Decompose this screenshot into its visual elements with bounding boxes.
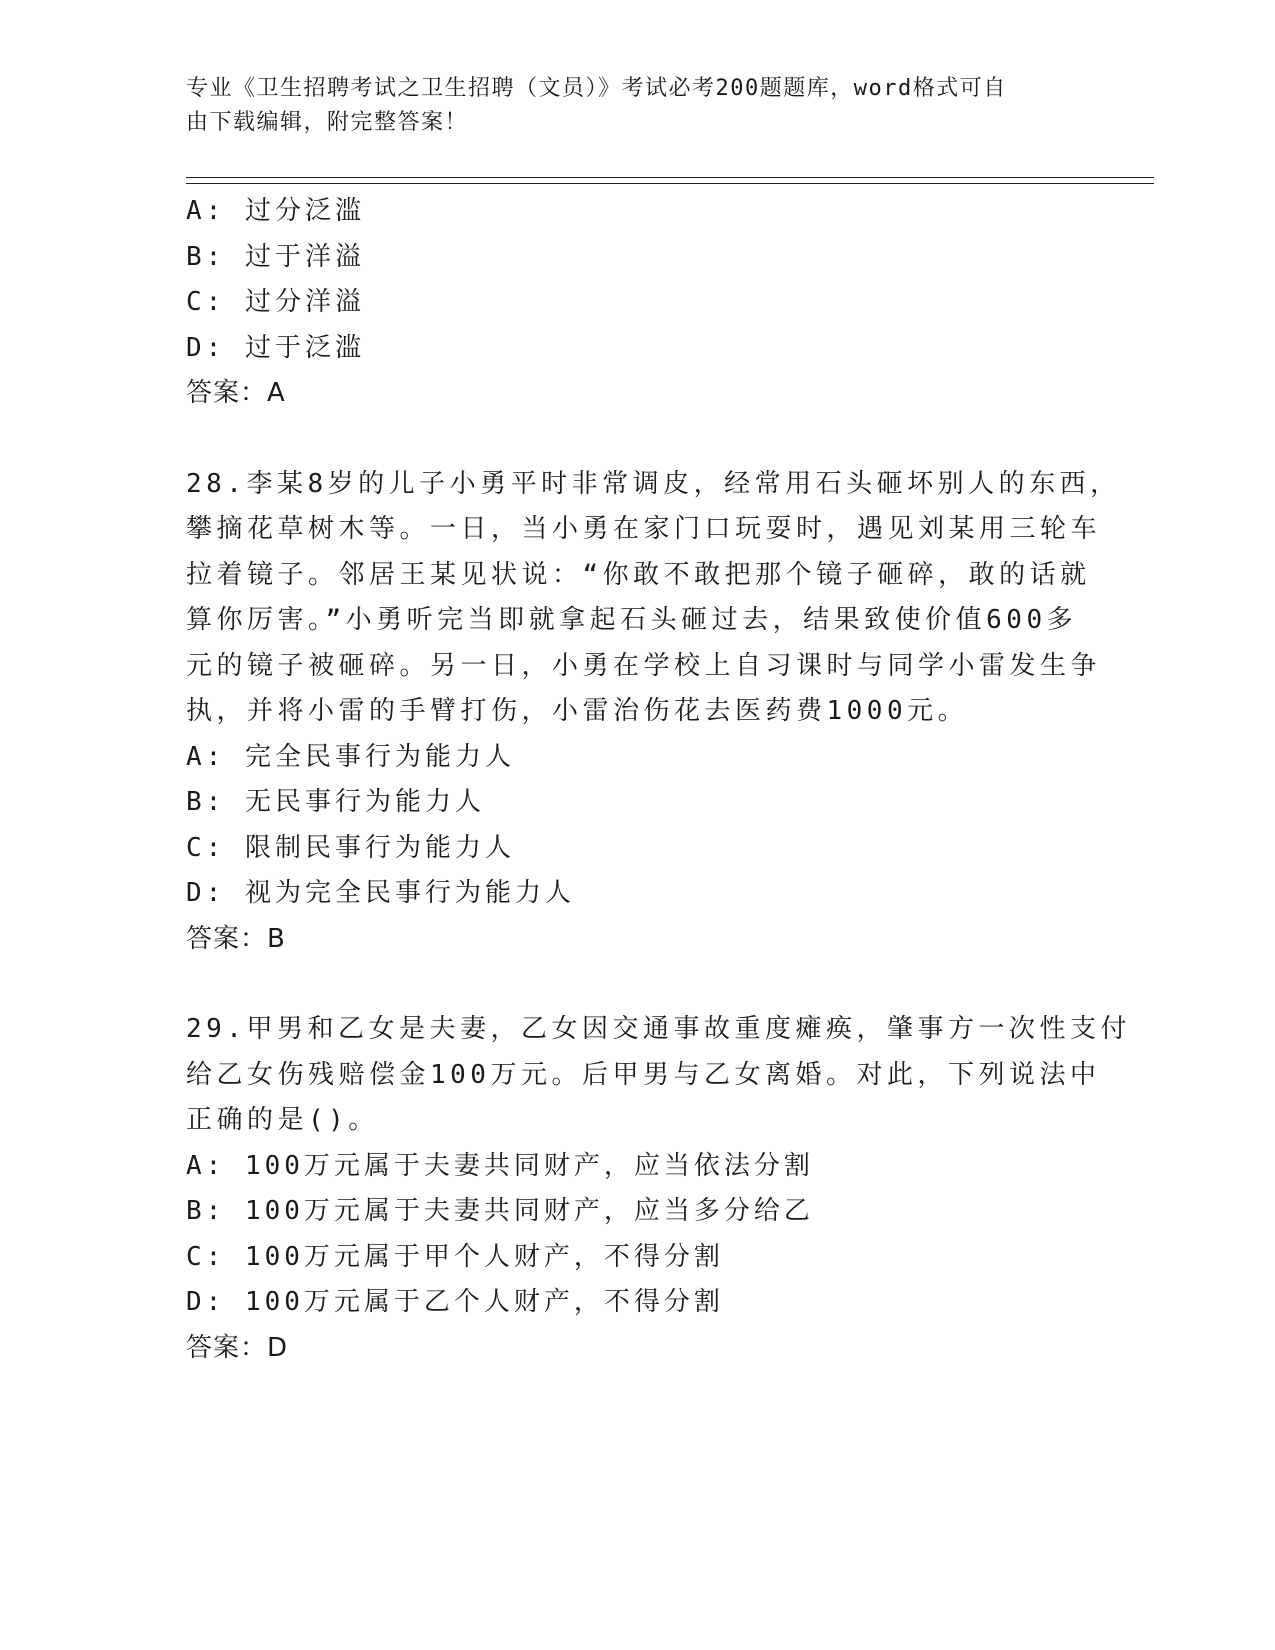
document-header [186,72,1066,140]
stem-line: 攀摘花草树木等。一日，当小勇在家门口玩耍时，遇见刘某用三轮车 [186,514,1102,544]
question-29 [186,1007,1131,1371]
option-b: B: 无民事行为能力人 [186,787,485,817]
stem-line: 28.李某8岁的儿子小勇平时非常调皮，经常用石头砸坏别人的东西， [186,468,1121,499]
header-divider-top [186,177,1154,178]
option-b: B: 100万元属于夫妻共同财产，应当多分给乙 [186,1196,814,1226]
answer: 答案：A [186,378,286,408]
option-d: D: 视为完全民事行为能力人 [186,878,575,908]
stem-line: 算你厉害。”小勇听完当即就拿起石头砸过去，结果致使价值600多 [186,605,1078,635]
question-27 [186,189,1086,417]
option-d: D: 过于泛滥 [186,332,365,363]
option-a: A: 过分泛滥 [186,196,365,226]
header-line-1: 专业《卫生招聘考试之卫生招聘（文员）》考试必考200题题库，word格式可自 [186,76,1007,101]
option-c: C: 100万元属于甲个人财产，不得分割 [186,1241,724,1272]
option-a: A: 完全民事行为能力人 [186,741,515,772]
stem-line: 执，并将小雷的手臂打伤，小雷治伤花去医药费1000元。 [186,696,969,726]
question-stem [186,1007,1131,1144]
answer: 答案：B [186,923,286,954]
answer: 答案：D [186,1332,289,1363]
question-28 [186,462,1121,963]
stem-line: 正确的是()。 [186,1105,379,1135]
question-list [186,189,1131,1371]
question-stem [186,462,1121,735]
stem-line: 给乙女伤残赔偿金100万元。后甲男与乙女离婚。对此，下列说法中 [186,1059,1101,1090]
option-a: A: 100万元属于夫妻共同财产，应当依法分割 [186,1150,814,1181]
option-c: C: 过分洋溢 [186,287,365,317]
stem-line: 29.甲男和乙女是夫妻，乙女因交通事故重度瘫痪，肇事方一次性支付 [186,1014,1131,1044]
stem-line: 拉着镜子。邻居王某见状说：“你敢不敢把那个镜子砸碎，敢的话就 [186,559,1091,590]
stem-line: 元的镜子被砸碎。另一日，小勇在学校上自习课时与同学小雷发生争 [186,650,1102,681]
option-d: D: 100万元属于乙个人财产，不得分割 [186,1287,724,1317]
header-divider-bottom [186,183,1154,184]
option-b: B: 过于洋溢 [186,241,365,272]
header-line-2: 由下载编辑，附完整答案！ [186,110,469,135]
option-c: C: 限制民事行为能力人 [186,832,515,863]
